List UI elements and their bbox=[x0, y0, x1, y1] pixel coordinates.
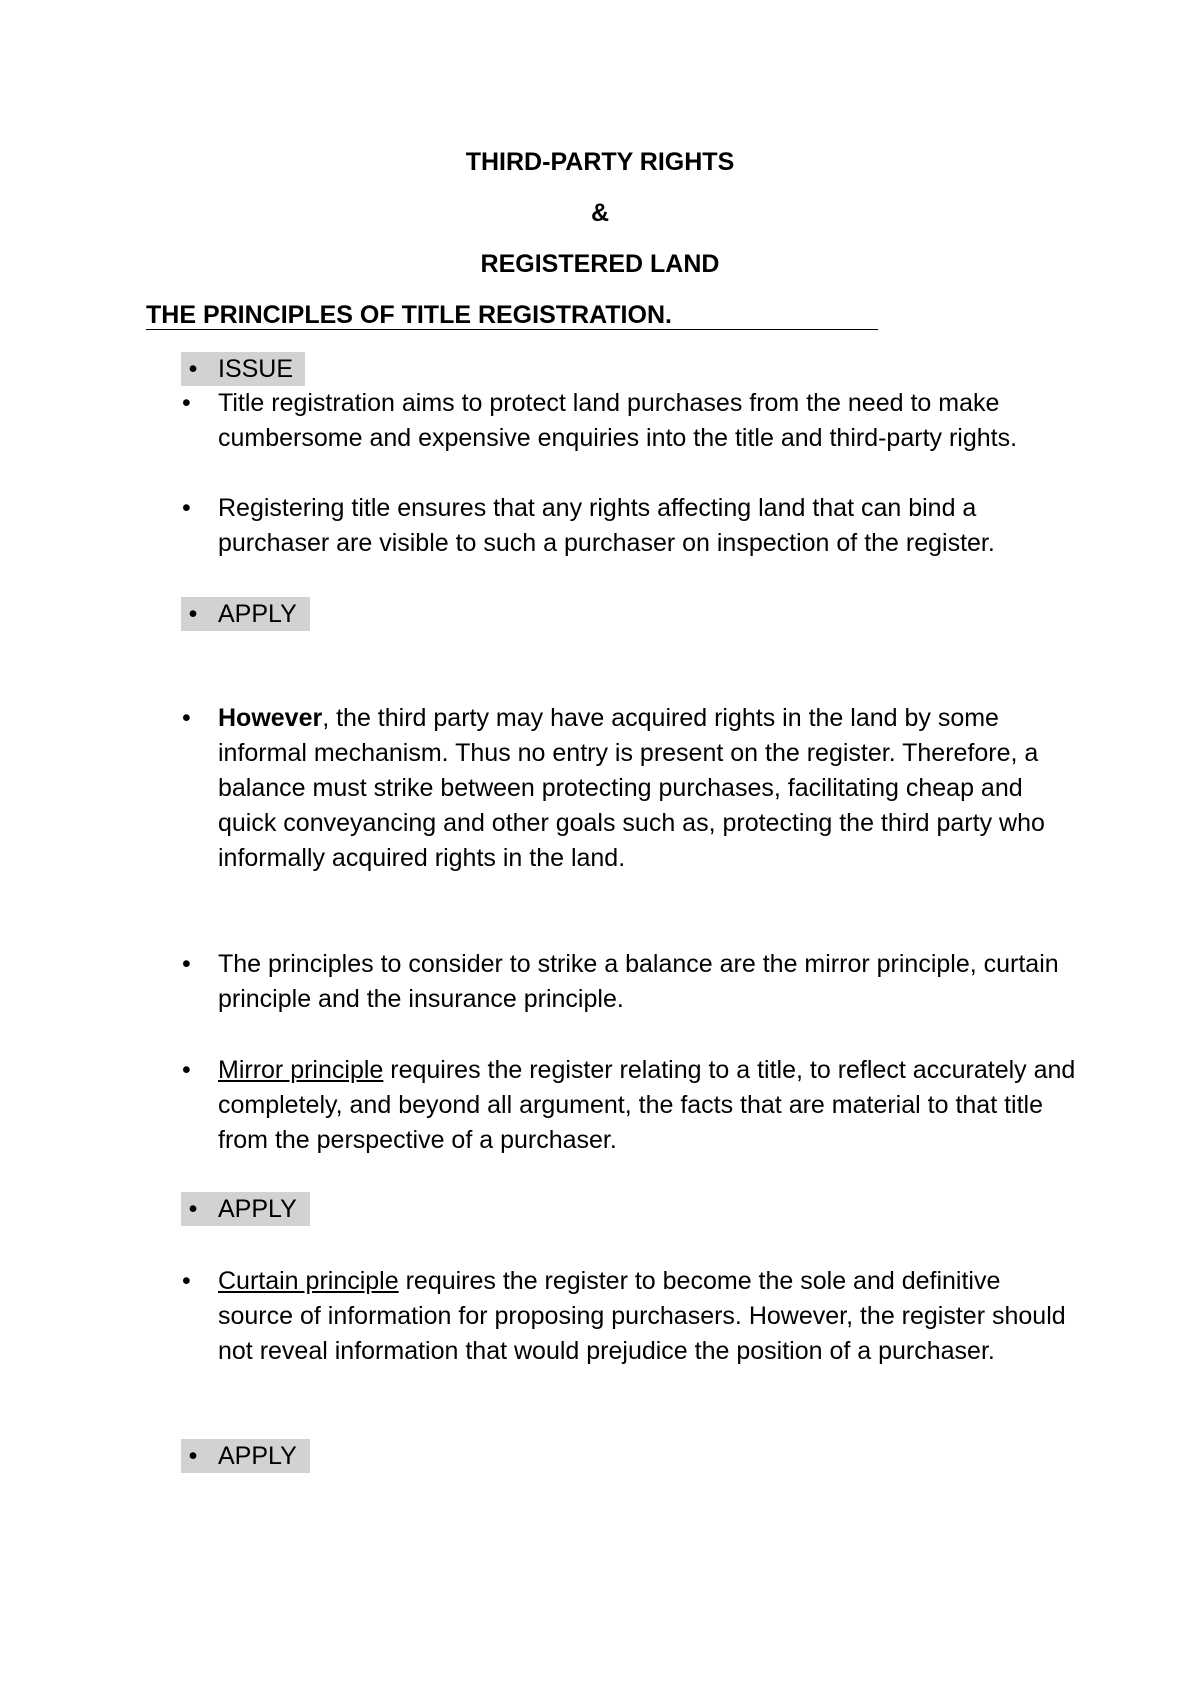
apply-label-highlight bbox=[181, 1439, 310, 1473]
apply-label: APPLY bbox=[218, 1442, 297, 1470]
list-item-text: The principles to consider to strike a balance are the mirror principle, curtain principle and the insurance principle. bbox=[218, 950, 1059, 1013]
apply-label: APPLY bbox=[218, 1195, 297, 1223]
list-item-text: Title registration aims to protect land purchases from the need to make cumbersome and expensive enquiries into the title and third-party rights. bbox=[218, 389, 1018, 452]
bullet-icon: • bbox=[182, 1056, 191, 1084]
list-item-curtain-principle bbox=[182, 1264, 1078, 1369]
bullet-icon: • bbox=[182, 494, 191, 522]
bullet-icon: • bbox=[188, 1442, 198, 1470]
apply-label-highlight bbox=[181, 1192, 310, 1226]
bullet-icon: • bbox=[188, 1195, 198, 1223]
title-line-3: REGISTERED LAND bbox=[480, 250, 720, 278]
list-item-mirror-principle bbox=[182, 1053, 1078, 1158]
bullet-icon: • bbox=[182, 1267, 191, 1295]
apply-label-highlight bbox=[181, 597, 310, 631]
title-line-2: & bbox=[590, 199, 610, 227]
bullet-icon: • bbox=[182, 704, 191, 732]
list-item-text: requires the register to become the sole and definitive source of information for proposing purchasers. However, the register should not reveal information that would prejudice the position of a purchaser. bbox=[218, 1267, 1066, 1365]
bullet-icon: • bbox=[188, 600, 198, 628]
section-title: THE PRINCIPLES OF TITLE REGISTRATION. bbox=[146, 300, 878, 330]
list-item-text: Registering title ensures that any rights affecting land that can bind a purchaser are visible to such a purchaser on inspection of the register. bbox=[218, 494, 995, 557]
title-line-1: THIRD-PARTY RIGHTS bbox=[465, 148, 735, 176]
list-item-however bbox=[182, 701, 1078, 876]
list-item-text: requires the register relating to a title, to reflect accurately and completely, and beyond all argument, the facts that are material to that title from the perspective of a purchaser. bbox=[218, 1056, 1076, 1154]
bullet-icon: • bbox=[188, 355, 198, 383]
bullet-icon: • bbox=[182, 950, 191, 978]
emphasis-however: However bbox=[218, 704, 323, 732]
term-mirror-principle: Mirror principle bbox=[218, 1056, 384, 1084]
apply-label: APPLY bbox=[218, 600, 297, 628]
list-item-registering-title bbox=[182, 491, 1078, 561]
list-item-principles bbox=[182, 947, 1078, 1017]
list-item-text: , the third party may have acquired rights in the land by some informal mechanism. Thus no entry is present on the register. Therefore, a balance must strike between protecting purchases, facilitating cheap and quick conveyancing and other goals such as, protecting the third party who informally acquired rights in the land. bbox=[218, 704, 1045, 872]
bullet-icon: • bbox=[182, 389, 191, 417]
issue-label: ISSUE bbox=[218, 355, 294, 383]
issue-label-highlight bbox=[181, 352, 305, 386]
term-curtain-principle: Curtain principle bbox=[218, 1267, 399, 1295]
list-item-title-registration bbox=[182, 386, 1078, 456]
